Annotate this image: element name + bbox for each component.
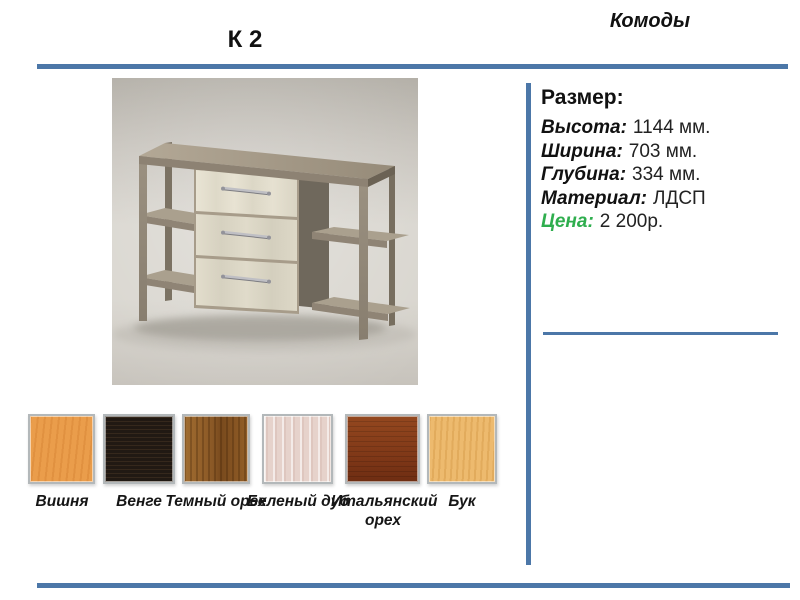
spec-row-depth <box>541 163 786 187</box>
spec-row-price <box>541 210 786 234</box>
size-heading: Размер: <box>541 86 624 109</box>
specs-divider-line <box>543 332 778 335</box>
spec-row-height <box>541 116 786 140</box>
height-label: Высота: <box>541 117 627 138</box>
swatch-label-beech: Бук <box>448 493 476 510</box>
specs-panel <box>541 86 786 234</box>
swatch-label-italian-walnut: Итальянский орех <box>331 493 438 529</box>
commode-render-graphic <box>112 78 418 385</box>
width-label: Ширина: <box>541 140 623 162</box>
spec-row-width <box>541 140 786 164</box>
swatch-label-bleached-oak: Беленый дуб <box>246 493 350 510</box>
swatch-wenge[interactable] <box>103 414 175 484</box>
width-value: 703 мм. <box>628 140 698 162</box>
material-label: Материал: <box>541 187 647 209</box>
swatch-label-dark-walnut: Темный орех <box>165 493 267 510</box>
vertical-divider-line <box>526 83 531 565</box>
price-value: 2 200р. <box>599 211 664 232</box>
footer-divider-line <box>37 583 790 588</box>
product-image <box>112 78 418 385</box>
spec-row-material <box>541 187 786 211</box>
header-divider-line <box>37 64 788 69</box>
depth-value: 334 мм. <box>632 164 701 185</box>
swatch-bleached-oak[interactable] <box>262 414 333 484</box>
price-label: Цена: <box>541 211 594 232</box>
depth-label: Глубина: <box>541 164 627 185</box>
material-value: ЛДСП <box>653 187 706 209</box>
swatch-label-cherry: Вишня <box>35 493 89 510</box>
height-value: 1144 мм. <box>632 117 711 138</box>
catalog-section-title: Комоды <box>609 10 691 32</box>
product-code: К 2 <box>227 26 263 53</box>
swatch-dark-walnut[interactable] <box>182 414 250 484</box>
swatch-label-wenge: Венге <box>116 493 162 510</box>
swatch-cherry[interactable] <box>28 414 95 484</box>
swatch-beech[interactable] <box>427 414 497 484</box>
swatch-italian-walnut[interactable] <box>345 414 420 484</box>
